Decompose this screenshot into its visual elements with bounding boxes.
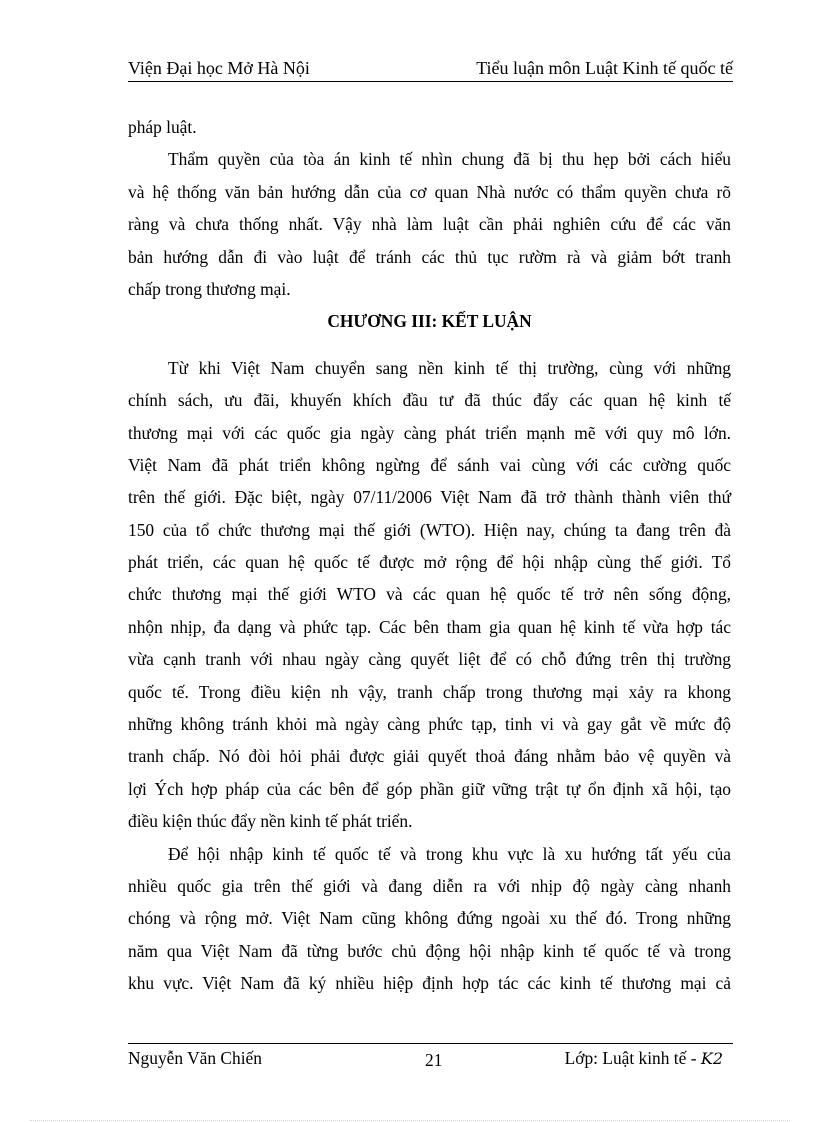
text-line: lợi Ých hợp pháp của các bên để góp phần giữ vững trật tự ổn định xã hội, tạo [128,778,731,799]
paragraph-1 [128,111,731,143]
page-number: 21 [425,1050,443,1070]
text-line: năm qua Việt Nam đã từng bước chủ động hội nhập kinh tế quốc tế và trong [128,940,731,961]
text-line: chấp trong thương mại. [128,278,291,299]
text-line: ràng và chưa thống nhất. Vậy nhà làm luật cần phải nghiên cứu để các văn [128,214,731,235]
text-line: Thẩm quyền của tòa án kinh tế nhìn chung đã bị thu hẹp bởi cách hiểu [168,149,731,170]
paragraph-2 [128,143,731,305]
paragraph-3 [128,352,731,838]
text-line: quốc tế. Trong điều kiện nh vậy, tranh chấp trong thương mại xảy ra khong [128,681,731,702]
footer-class-label: Lớp: Luật kinh tế - [564,1048,697,1068]
header-institution: Viện Đại học Mở Hà Nội [128,58,310,78]
text-line: chóng và rộng mở. Việt Nam cũng không đứng ngoài xu thế đó. Trong những [128,908,731,929]
text-line: điều kiện thúc đẩy nền kinh tế phát triển. [128,811,413,832]
header-course-title: Tiểu luận môn Luật Kinh tế quốc tế [476,58,733,78]
text-line: thương mại với các quốc gia ngày càng phát triển mạnh mẽ với quy mô lớn. [128,422,731,443]
text-line: nhộn nhịp, đa dạng và phức tạp. Các bên tham gia quan hệ kinh tế vừa hợp tác [128,616,731,637]
text-line: Việt Nam đã phát triển không ngừng để sánh vai cùng với các cường quốc [128,454,731,475]
text-line: Từ khi Việt Nam chuyển sang nền kinh tế thị trường, cùng với những [168,357,731,378]
header-rule [128,81,733,82]
text-line: và hệ thống văn bản hướng dẫn của cơ quan Nhà nước có thẩm quyền chưa rõ [128,181,731,202]
text-line: pháp luật. [128,117,197,137]
text-line: khu vực. Việt Nam đã ký nhiều hiệp định hợp tác các kinh tế thương mại cả [128,973,731,994]
footer-rule [128,1043,733,1044]
text-line: tranh chấp. Nó đòi hỏi phải được giải quyết thoả đáng nhằm bảo vệ quyền và [128,746,731,767]
paragraph-4 [128,838,731,1000]
text-line: nhiều quốc gia trên thế giới và đang diễn ra với nhịp độ ngày càng nhanh [128,875,731,896]
text-line: vừa cạnh tranh với nhau ngày càng quyết liệt để có chỗ đứng trên thị trường [128,649,731,670]
text-line: Để hội nhập kinh tế quốc tế và trong khu vực là xu hướng tất yếu của [168,843,731,864]
footer-class-code: K2 [700,1049,723,1068]
footer-author: Nguyễn Văn Chiến [128,1048,262,1068]
chapter-heading: CHƯƠNG III: KẾT LUẬN [327,311,532,332]
footer-class [565,1046,723,1071]
text-line: trên thế giới. Đặc biệt, ngày 07/11/2006 Việt Nam đã trở thành thành viên thứ [128,487,731,508]
text-line: chính sách, ưu đãi, khuyến khích đầu tư đã thúc đẩy các quan hệ kinh tế [128,390,731,411]
text-line: phát triển, các quan hệ quốc tế được mở rộng để hội nhập cùng thế giới. Tổ [128,552,731,573]
page-edge-dotted-line [30,1120,790,1121]
text-line: 150 của tổ chức thương mại thế giới (WTO). Hiện nay, chúng ta đang trên đà [128,519,731,540]
text-line: chức thương mại thế giới WTO và các quan hệ quốc tế trở nên sống động, [128,584,731,605]
text-line: những không tránh khỏi mà ngày càng phức tạp, tinh vi và gay gắt về mức độ [128,714,731,735]
page-header [128,56,733,80]
page-footer [128,1046,733,1070]
text-line: bản hướng dẫn đi vào luật để tránh các thủ tục rườm rà và giảm bớt tranh [128,246,731,267]
document-body [128,111,731,1000]
